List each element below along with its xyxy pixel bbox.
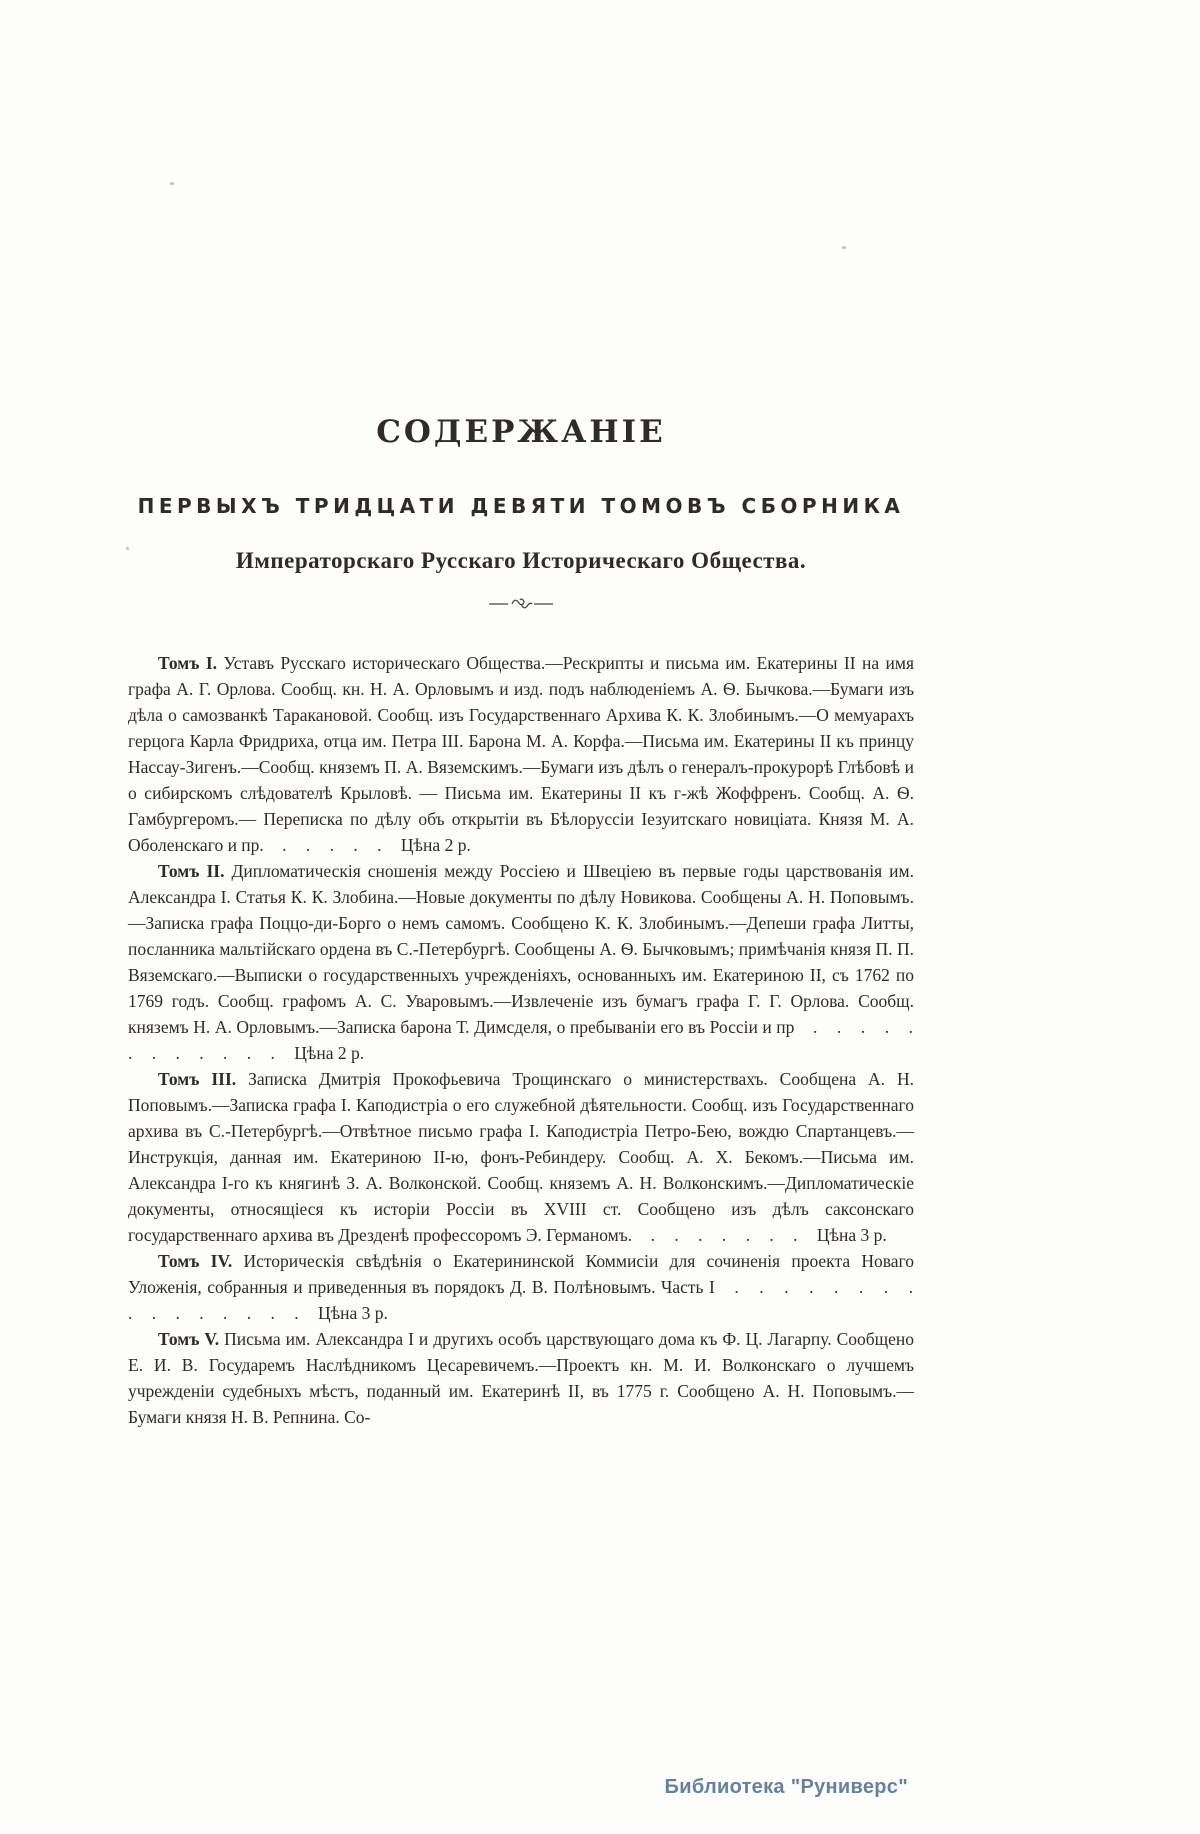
volume-description: Дипломатическія сношенія между Россіею и Швеціею въ первые годы царствованія им. Александра I. Статья К. К. Злобина.—Новые документы по дѣлу Новикова. Сообщены А. Н. Поповымъ.—Записка графа Поццо-ди-Борго о немъ самомъ. Сообщено К. К. Злобинымъ.—Депеши графа Литты, посланника мальтійскаго ордена въ С.-Петербургѣ. Сообщены А. Ѳ. Бычковымъ; примѣчанія князя П. П. Вяземскаго.—Выписки о государственныхъ учрежденіяхъ, основанныхъ им. Екатериною II, съ 1762 по 1769 годъ. Сообщ. графомъ А. С. Уваровымъ.—Извлеченіе изъ бумагъ графа Г. Г. Орлова. Сообщ. княземъ Н. А. Орловымъ.—Записка барона Т. Димсделя, о пребываніи его въ Россіи и пр xyxy=(128,861,914,1037)
volume-price: Цѣна 2 р. xyxy=(400,835,471,855)
volume-label: Томъ IV. xyxy=(158,1251,244,1271)
toc-entry xyxy=(128,650,914,858)
ornament-divider-icon xyxy=(488,596,554,612)
dot-leader: . . . . . . . xyxy=(632,1225,817,1245)
page-subtitle: ПЕРВЫХЪ ТРИДЦАТИ ДЕВЯТИ ТОМОВЪ СБОРНИКА xyxy=(137,494,905,518)
page-title: СОДЕРЖАНІЕ xyxy=(376,414,666,450)
volume-price: Цѣна 2 р. xyxy=(294,1043,365,1063)
toc-body xyxy=(128,650,914,1430)
toc-entry xyxy=(128,858,914,1066)
ornament-wrap xyxy=(128,596,914,612)
volume-description: Историческія свѣдѣнія о Екатерининской Коммисіи для сочиненія проекта Новаго Уложенія, собранныя и приведенныя въ порядокъ Д. В. Полѣновымъ. Часть I xyxy=(128,1251,914,1297)
volume-label: Томъ I. xyxy=(158,653,224,673)
volume-label: Томъ V. xyxy=(158,1329,225,1349)
volume-description: Записка Дмитрія Прокофьевича Трощинскаго о министерствахъ. Сообщена А. Н. Поповымъ.—Записка графа I. Каподистріа о его служебной дѣятельности. Сообщ. изъ Государственнаго архива въ С.-Петербургѣ.—Отвѣтное письмо графа I. Каподистріа Петро-Бею, вождю Спартанцевъ.—Инструкція, данная им. Екатериною II-ю, фонъ-Ребиндеру. Сообщ. А. Х. Бекомъ.—Письма им. Александра I-го къ княгинѣ З. А. Волконской. Сообщ. княземъ А. Н. Волконскимъ.—Дипломатическіе документы, относящіеся къ исторіи Россіи въ XVIII ст. Сообщено изъ дѣлъ саксонскаго государственнаго архива въ Дрезденѣ профессоромъ Э. Германомъ. xyxy=(128,1069,914,1245)
volume-label: Томъ II. xyxy=(158,861,232,881)
volume-price: Цѣна 3 р. xyxy=(816,1225,887,1245)
library-watermark: Библиотека "Руниверс" xyxy=(664,1776,908,1798)
toc-entry xyxy=(128,1248,914,1326)
text-block xyxy=(128,0,914,1430)
dot-leader: . . . . . . . . . . . . xyxy=(128,1017,914,1063)
dot-leader: . . . . . . . . . . . . . . . . xyxy=(128,1277,914,1323)
volume-price: Цѣна 3 р. xyxy=(318,1303,388,1323)
society-name: Императорскаго Русскаго Историческаго Общества. xyxy=(235,548,807,573)
toc-entry xyxy=(128,1326,914,1430)
volume-description: Письма им. Александра I и другихъ особъ царствующаго дома къ Ф. Ц. Лагарпу. Сообщено Е. И. В. Государемъ Наслѣдникомъ Цесаревичемъ.—Проектъ кн. М. И. Волконскаго о лучшемъ учрежденіи судебныхъ мѣстъ, поданный им. Екатеринѣ II, въ 1775 г. Сообщено А. Н. Поповымъ.—Бумаги князя Н. В. Репнина. Со- xyxy=(128,1329,915,1427)
volume-label: Томъ III. xyxy=(158,1069,249,1089)
volume-description: Уставъ Русскаго историческаго Общества.—Рескрипты и письма им. Екатерины II на имя графа А. Г. Орлова. Сообщ. кн. Н. А. Орловымъ и изд. подъ наблюденіемъ А. Ѳ. Бычкова.—Бумаги изъ дѣла о самозванкѣ Таракановой. Сообщ. изъ Государственнаго Архива К. К. Злобинымъ.—О мемуарахъ герцога Карла Фридриха, отца им. Петра III. Барона М. А. Корфа.—Письма им. Екатерины II къ принцу Нассау-Зигенъ.—Сообщ. княземъ П. А. Вяземскимъ.—Бумаги изъ дѣлъ о генералъ-прокурорѣ Глѣбовѣ и о сибирскомъ слѣдователѣ Крыловѣ. — Письма им. Екатерины II къ г-жѣ Жоффренъ. Сообщ. А. Ѳ. Гамбургеромъ.— Переписка по дѣлу объ открытіи въ Бѣлоруссіи Іезуитскаго новиціата. Князя М. А. Оболенскаго и пр. xyxy=(128,653,914,855)
dot-leader: . . . . . xyxy=(263,835,401,855)
toc-entry xyxy=(128,1066,914,1248)
